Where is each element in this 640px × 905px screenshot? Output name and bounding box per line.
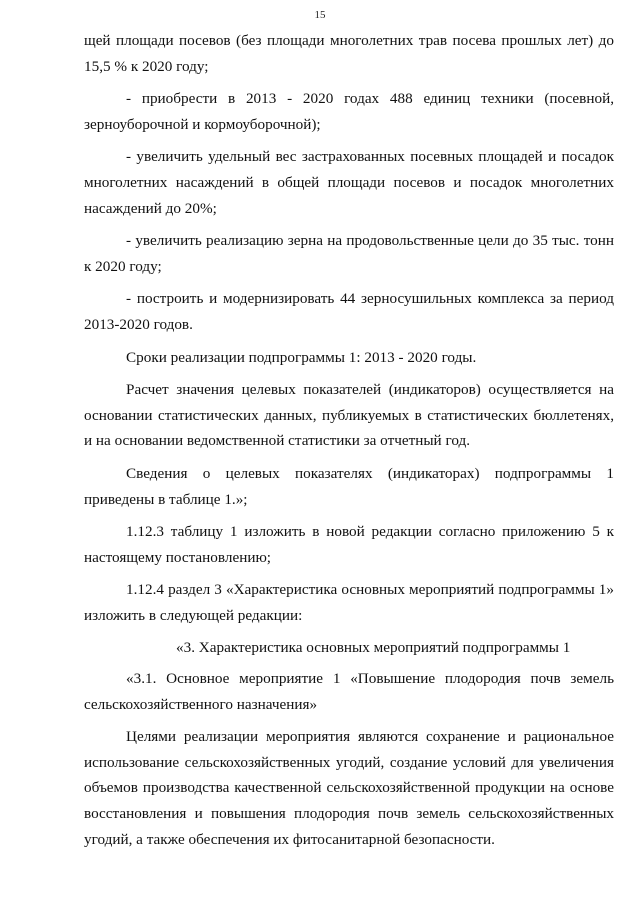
list-item: - увеличить реализацию зерна на продовольственные цели до 35 тыс. тонн к 2020 году; bbox=[84, 232, 614, 275]
list-item: - приобрести в 2013 - 2020 годах 488 единиц техники (посевной, зерноуборочной и кормоуборочной); bbox=[84, 90, 614, 133]
document-body bbox=[84, 28, 614, 859]
list-item: - построить и модернизировать 44 зерносушильных комплекса за период 2013-2020 годов. bbox=[84, 290, 614, 333]
paragraph: Целями реализации мероприятия являются сохранение и рациональное использование сельскохозяйственных угодий, создание условий для увеличения объемов производства качественной сельскохозяйственной продукции на основе восстановления и повышения плодородия почв земель сельскохозяйственных угодий, а также обеспечения их фитосанитарной безопасности. bbox=[84, 728, 614, 848]
paragraph: 1.12.4 раздел 3 «Характеристика основных мероприятий подпрограммы 1» изложить в следующей редакции: bbox=[84, 581, 614, 624]
subsection-heading: «3.1. Основное мероприятие 1 «Повышение плодородия почв земель сельскохозяйственного назначения» bbox=[84, 670, 614, 713]
paragraph: Расчет значения целевых показателей (индикаторов) осуществляется на основании статистических данных, публикуемых в статистических бюллетенях, и на основании ведомственной статистики за отчетный год. bbox=[84, 381, 614, 450]
paragraph-continuation: щей площади посевов (без площади многолетних трав посева прошлых лет) до 15,5 % к 2020 году; bbox=[84, 32, 614, 75]
section-heading: «3. Характеристика основных мероприятий подпрограммы 1 bbox=[176, 639, 571, 657]
paragraph: Сведения о целевых показателях (индикаторах) подпрограммы 1 приведены в таблице 1.»; bbox=[84, 464, 614, 508]
page-number: 15 bbox=[314, 9, 326, 21]
list-item: - увеличить удельный вес застрахованных посевных площадей и посадок многолетних насаждений в общей площади посевов и посадок многолетних насаждений до 20%; bbox=[84, 148, 614, 217]
paragraph: 1.12.3 таблицу 1 изложить в новой редакции согласно приложению 5 к настоящему постановлению; bbox=[84, 523, 614, 566]
paragraph: Сроки реализации подпрограммы 1: 2013 - 2020 годы. bbox=[126, 348, 477, 366]
